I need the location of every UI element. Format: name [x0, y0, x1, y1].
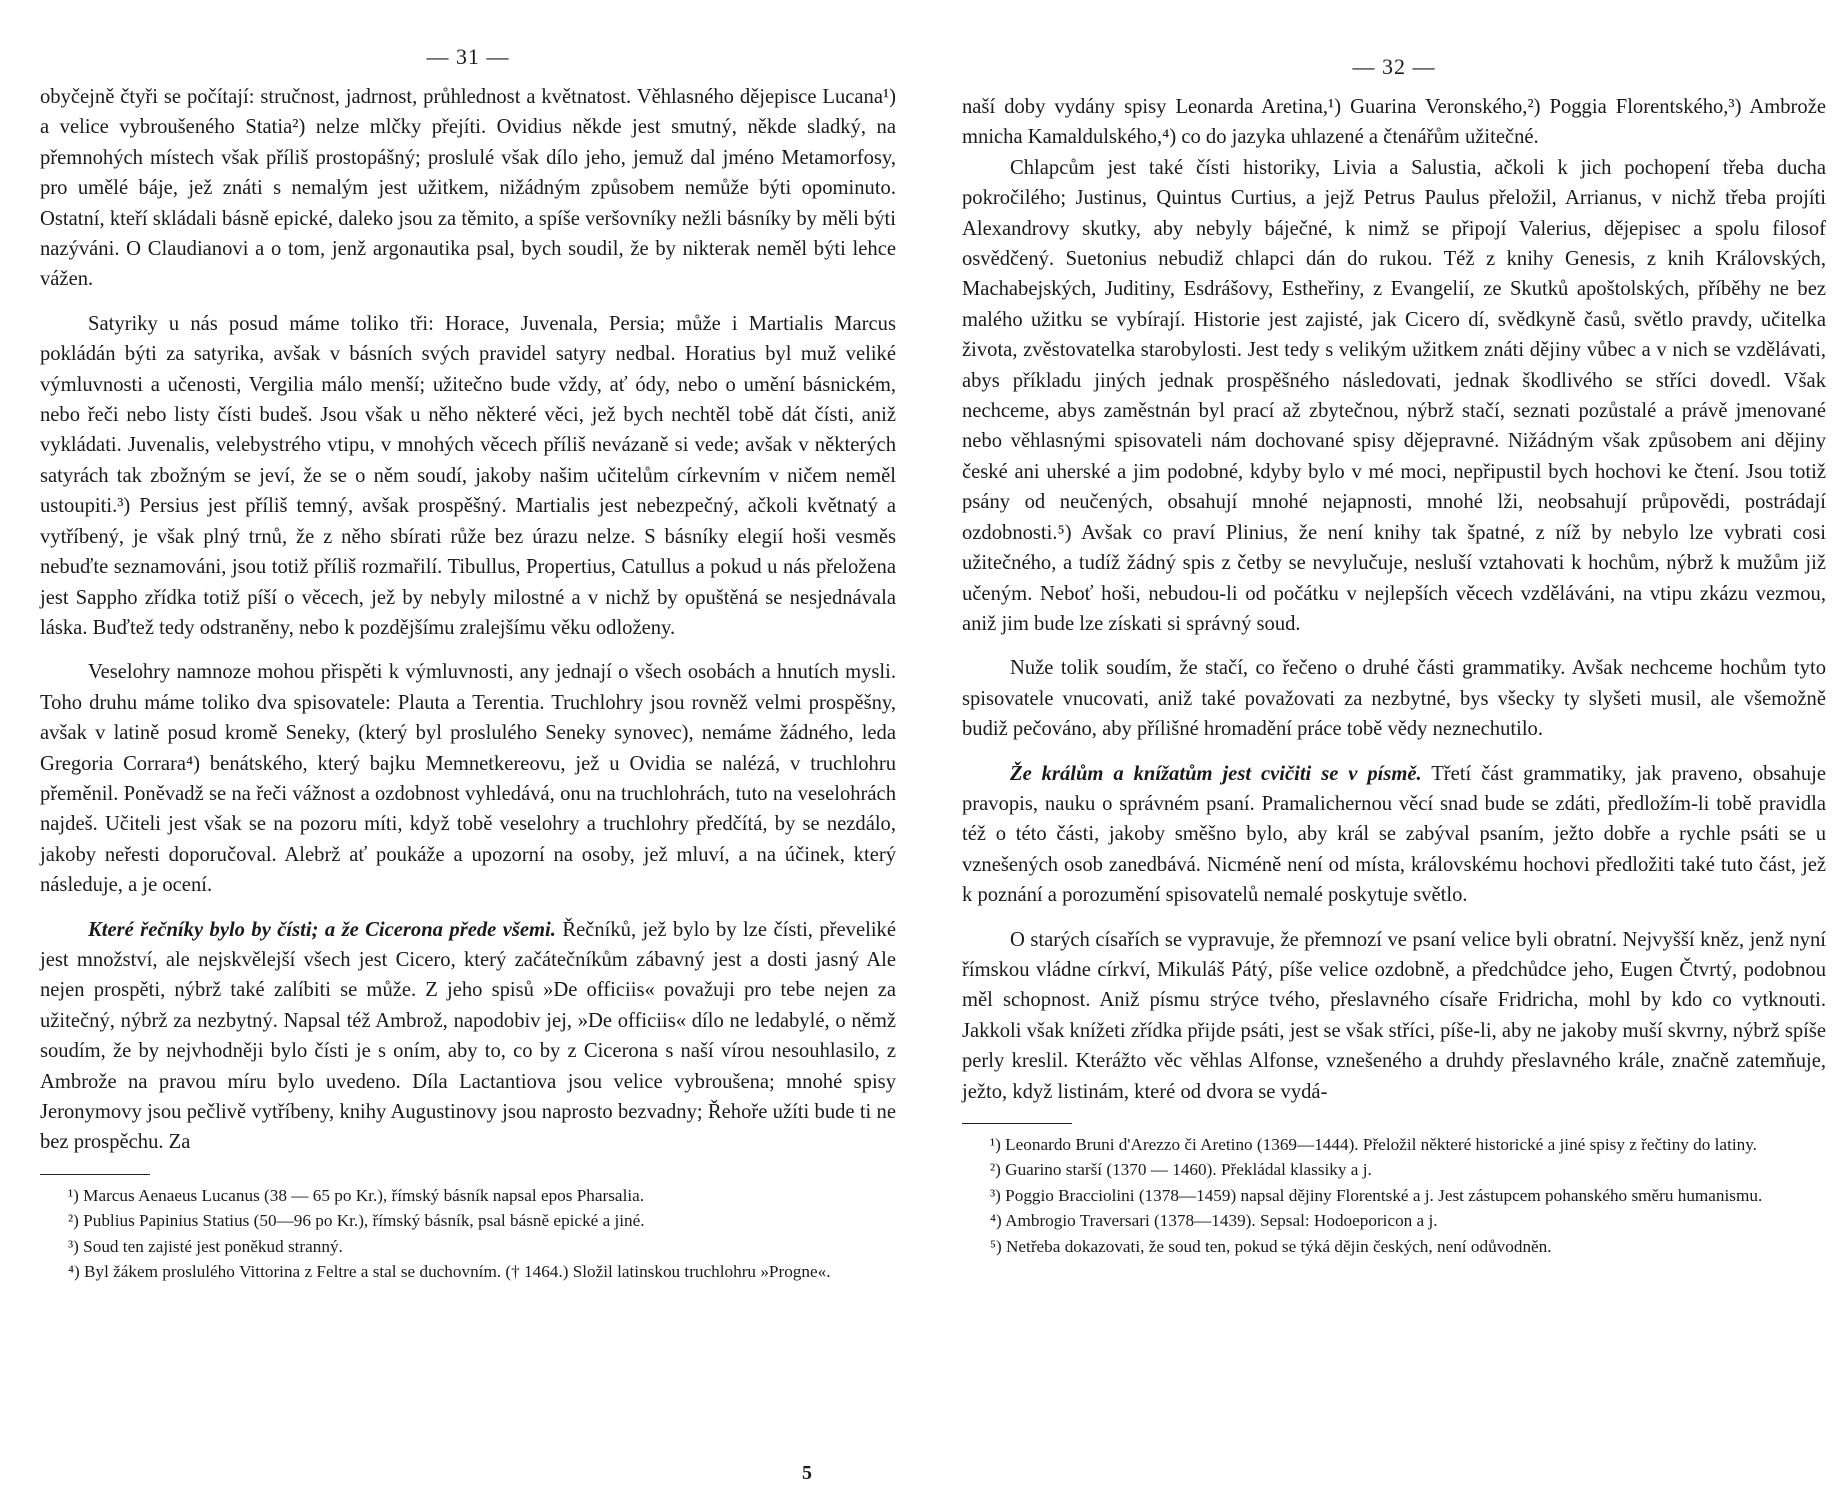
sheet-number: 5 [802, 1462, 812, 1484]
footnote-divider [962, 1123, 1072, 1124]
footnote: ³) Poggio Bracciolini (1378—1459) napsal dějiny Florentské a j. Jest zástupcem pohanského směru humanismu. [990, 1185, 1763, 1205]
footnote: ¹) Leonardo Bruni d'Arezzo či Aretino (1369—1444). Přeložil některé historické a jiné spisy z řečtiny do latiny. [990, 1135, 1757, 1154]
right-page [924, 0, 1848, 1500]
paragraph-text: Řečníků, jež bylo by lze čísti, převeliké jest množství, ale nejskvělejší všech jest Cicero, který začátečníkům zábavný jest a dosti jasný Ale nejen prospěti, nýbrž také zalíbiti se může. Z jeho spisů »De officiis« považuji pro tebe nejen za užitečný, nýbrž za nezbytný. Napsal též Ambrož, napodobiv jej, »De officiis« dílo ne ledabylé, o němž soudím, že by nejvhodněji bylo čísti je s oním, aby to, co by z Cicerona s naší vírou nesouhlasilo, z Ambrože na pravou míru bylo uvedeno. Díla Lactantiova jsou velice vybroušena; mnohé spisy Jeronymovy jsou pečlivě vytříbeny, knihy Augustinovy jsou naprosto bezvadny; Řehoře užíti bude ti ne bez prospěchu. Za [40, 918, 896, 1154]
paragraph: Veselohry namnoze mohou přispěti k výmluvnosti, any jednají o všech osobách a hnutích mysli. Toho druhu máme toliko dva spisovatele: Plauta a Terentia. Truchlohry jsou rovněž velmi prospěšny, avšak v latině posud kromě Seneky, (který byl prosluléhо Seneky synovec), nemáme žádného, leda Gregoria Corrara⁴) benátského, který bajku Memnetkereovu, jež u Ovidia se nalézá, v truchlohru přeměnil. Poněvadž se na řeči vážnost a ozdobnost vyhledává, onu na truchlohrách, tuto na veselohrách najdeš. Učiteli jest však se na pozoru míti, když tobě veselohry a truchlohry předčítá, by se nezdálo, jakoby neřesti doporučoval. Alebrž ať poukáže a upozorní na osoby, jež mluví, a na účinek, který následuje, a je ocení. [40, 661, 896, 897]
footnote: ⁴) Byl žákem prosluléhо Vittorina z Feltre a stal se duchovním. († 1464.) Složil latinskou truchlohru »Progne«. [68, 1262, 831, 1282]
paragraph [962, 759, 1826, 911]
paragraph: O starých císařích se vypravuje, že přemnozí ve psaní velice byli obratní. Nejvyšší kněz, jenž nyní římskou vládne církví, Mikuláš Pátý, píše velice ozdobně, a předchůdce jeho, Eugen Čtvrtý, podobnou měl schopnost. Aniž písmu strýce tvého, přeslavného císaře Fridricha, mohl by kdo co vytknouti. Jakkoli však knížeti zřídka přijde psáti, jest se však stříci, píše-li, aby ne jakoby muší skvrny, nýbrž spíše perly kreslil. Kterážto věc věhlas Alfonse, vznešeného a druhdy přeslavného krále, značně zatemňuje, ježto, když listinám, které od dvora se vydá- [962, 928, 1827, 1103]
paragraph-text: Třetí část grammatiky, jak praveno, obsahuje pravopis, nauku o správném psaní. Pramalichernou věcí snad bude se zdáti, předložím-li tobě pravidla též o této části, jakoby směšno bylo, aby král se zabýval psaním, ježto dobře a rychle psáti se u vznešených osob zanedbává. Nicméně není od místa, královskému hochovi předložiti také tuto část, jež k poznání a porozumění spisovatelů nemalé poskytuje světlo. [962, 762, 1826, 907]
paragraph [40, 915, 896, 1158]
paragraph: Satyriky u nás posud máme toliko tři: Horace, Juvenala, Persia; může i Martialis Marcus pokládán býti za satyrika, avšak v básních svých pravidel satyry nedbal. Horatius byl muž veliké výmluvnosti a učenosti, Vergilia málo menší; užitečno bude vždy, ať ódy, nebo o umění básnickém, nebo řeči nebo listy čísti budeš. Jsou však u něho některé věci, jež bych nechtěl tobě dát čísti, aniž vykládati. Juvenalis, velebystrého vtipu, v mnohých věcech příliš nevázaně si vede; avšak v některých satyrách tak zbožným se jeví, že se o něm soudí, jakoby našim učitelům církevním v ničem neměl ustoupiti.³) Persius jest příliš temný, avšak prospěšný. Martialis jest nebezpečný, ačkoli květnatý a vytříbený, je však plný trnů, že z něho sbírati růže bez úrazu nelze. S básníky elegií hoši vesměs nebuďte seznamováni, jsou totiž příliš rozmařilí. Tibullus, Propertius, Catullus a pokud u nás přeložena jest Sappho zřídka totiž píší o věcech, jež by nebyly milostné a v nichž by opuštěná se nesjednávala láska. Buďtež tedy odstraněny, nebo k pozdějšímu zralejšímu věku odloženy. [40, 312, 896, 639]
page-number: — 32 — [1352, 54, 1436, 79]
section-heading: Které řečníky bylo by čísti; a že Cicerona přede všemi. [88, 918, 556, 941]
footnote-divider [40, 1174, 150, 1175]
footnote: ¹) Marcus Aenaeus Lucanus (38 — 65 po Kr.), římský básník napsal epos Pharsalia. [68, 1185, 645, 1205]
paragraph: obyčejně čtyři se počítají: stručnost, jadrnost, průhlednost a květnatost. Věhlasného dějepisce Lucana¹) a velice vybroušeného Statia²) nelze mlčky přejíti. Ovidius někde jest smutný, někde sladký, na přemnohých místech však příliš prostopášný; proslulé však dílo jeho, jemuž dal jméno Metamorfosy, pro umělé báje, jež znáti s nemalým jest užitkem, nižádným způsobem nemůže býti opominuto. Ostatní, kteří skládali básně epické, daleko jsou za těmito, a spíše veršovníky nežli básníky by měli býti nazýváni. O Claudianovi a o tom, jenž argonautika psal, bych soudil, že by nikterak neměl býti lehce vážen. [40, 86, 896, 291]
page-number: — 31 — [426, 44, 510, 69]
footnote: ²) Publius Papinius Statius (50—96 po Kr.), římský básník, psal básně epické a jiné. [68, 1211, 645, 1231]
paragraph: Nuže tolik soudím, že stačí, co řečeno o druhé části grammatiky. Avšak nechceme hochům tyto spisovatele vnucovati, aniž také považovati za nezbytné, bys všecky ty slyšeti musil, ale všemožně budiž pečováno, aby přílišné hromadění práce tobě vědy neznechutilo. [962, 657, 1826, 741]
footnote: ⁴) Ambrogio Traversari (1378—1439). Sepsal: Hodoeporicon a j. [990, 1211, 1438, 1231]
footnote: ³) Soud ten zajisté jest poněkud stranný. [68, 1236, 343, 1256]
paragraph: naší doby vydány spisy Leonarda Aretina,¹) Guarina Veronského,²) Poggia Florentského,³) Ambrože mnicha Kamaldulského,⁴) co do jazyka uhlazené a čtenářům užitečné. [962, 96, 1826, 149]
footnote: ²) Guarino starší (1370 — 1460). Překládal klassiky a j. [990, 1160, 1372, 1180]
section-heading: Že králům a knížatům jest cvičiti se v písmě. [1010, 762, 1422, 785]
footnote: ⁵) Netřeba dokazovati, že soud ten, pokud se týká dějin českých, není odůvodněn. [990, 1236, 1552, 1256]
paragraph: Chlapcům jest také čísti historiky, Livia a Salustia, ačkoli k jich pochopení třeba ducha pokročilého; Justinus, Quintus Curtius, a jejž Petrus Paulus přeložil, Arrianus, v nichž třeba projíti Alexandrovy skutky, aby nebyly báječné, k nimž se připojí Valerius, dějepisec a spolu filosof osvědčený. Suetonius nebudiž chlapci dán do rukou. Též z knihy Genesis, z knih Královských, Machabejských, Juditiny, Esdrášovy, Estheřiny, z Evangelií, ze Skutků apoštolských, příběhy ne bez malého užitku se vybírají. Historie jest zajisté, jak Cicero dí, svědkyně časů, světlo pravdy, učitelka života, zvěstovatelka starobylosti. Jest tedy s velikým užitkem znáti dějiny vůbec a v nich se vzdělávati, abys příkladu jiných jednak prospěšného následovati, jednak škodlivého se stříci dovedl. Však nechceme, abys zaměstnán byl prací až zbytečnou, nýbrž stačí, seznati pozůstalé a právě jmenované nebo věhlasnými spisovateli nám dochované spisy dějepravné. Nižádným však způsobem ani dějiny české ani uherské a jim podobné, kdyby bylo v mé moci, nepřipustil bych hochovi ke čtení. Jsou totiž psány od neučených, obsahují mnohé nejapnosti, mnohé lži, neobsahují průpovědi, postrádají ozdobnosti.⁵) Avšak co praví Plinius, že není knihy tak špatné, z níž by nebylo lze vybrati cosi užitečného, a tudíž žádný spis z četby se nevylučuje, nesluší vztahovati k hochům, nýbrž k mužům již učeným. Neboť hoši, nebudou-li od počátku v nejlepších věcech vzděláváni, na vtipu zkázu vezmou, aniž jim bude lze získati si správný soud. [962, 156, 1826, 635]
